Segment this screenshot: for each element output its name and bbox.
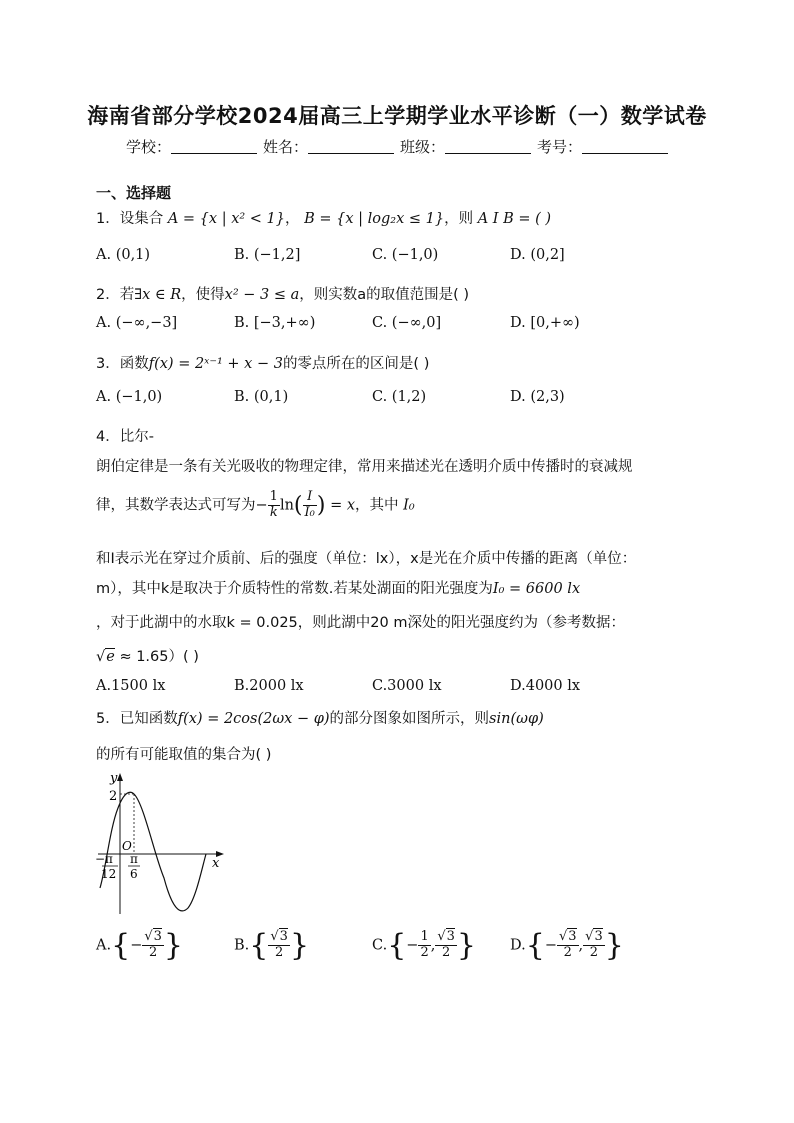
q5-function-graph xyxy=(92,768,232,918)
q5-option-a[interactable]: A.{− $\frac{√3}{2}$ } xyxy=(96,928,184,963)
q3-function: f(x) = 2ˣ⁻¹ + x − 3 xyxy=(148,356,283,372)
question-5-line-1: 5．已知函数f(x) = 2cos(2ωx − φ)的部分图象如图所示，则sin(ωφ) xyxy=(96,711,544,727)
question-4-line-4: 和I表示光在穿过介质前、后的强度（单位：lx），x是光在介质中传播的距离（单位： xyxy=(96,551,637,567)
q4-option-a[interactable]: A.1500 lx xyxy=(96,678,166,694)
q5-function: f(x) = 2cos(2ωx − φ) xyxy=(177,711,330,727)
y-axis-label: y xyxy=(110,771,118,786)
x-tick-right-den: 6 xyxy=(130,867,138,881)
q2-option-c[interactable]: C. (−∞,0] xyxy=(372,315,442,331)
x-tick-left-sign: − xyxy=(95,852,106,866)
q4-option-c[interactable]: C.3000 lx xyxy=(372,678,442,694)
q1-option-b[interactable]: B. (−1,2] xyxy=(234,247,301,263)
x-axis-label: x xyxy=(212,856,220,871)
school-label: 学校： xyxy=(125,138,171,156)
set-b: B = {x | log₂x ≤ 1} xyxy=(304,211,445,227)
question-4-line-3: 律，其数学表达式可写为− $\frac{1}{k}$ ln( $\frac{I}{\text{I₀}}$ ) = x，其中 I₀ xyxy=(96,489,415,520)
q1-option-a[interactable]: A. (0,1) xyxy=(96,247,151,263)
question-1: 1．设集合 A = {x | x² < 1}， B = {x | log₂x ≤ 1}，则 A I B = ( ) xyxy=(96,211,552,227)
q4-option-d[interactable]: D.4000 lx xyxy=(510,678,581,694)
x-tick-left-num: π xyxy=(105,852,113,866)
exam-number-label: 考号： xyxy=(537,138,583,156)
cosine-curve xyxy=(100,792,206,911)
name-label: 姓名： xyxy=(262,138,308,156)
origin-label: O xyxy=(122,839,132,853)
set-a: A = {x | x² < 1} xyxy=(167,211,285,227)
x-tick-left-den: 12 xyxy=(101,867,117,881)
question-3: 3．函数f(x) = 2ˣ⁻¹ + x − 3的零点所在的区间是( ) xyxy=(96,356,430,372)
q3-option-a[interactable]: A. (−1,0) xyxy=(96,389,163,405)
x-tick-right-num: π xyxy=(130,852,138,866)
question-2: 2．若∃x ∈ R，使得x² − 3 ≤ a，则实数a的取值范围是( ) xyxy=(96,287,470,303)
class-label: 班级： xyxy=(400,138,446,156)
question-4-line-1: 4．比尔- xyxy=(96,429,154,445)
q3-option-c[interactable]: C. (1,2) xyxy=(372,389,427,405)
question-4-line-2: 朗伯定律是一条有关光吸收的物理定律，常用来描述光在透明介质中传播时的衰减规 xyxy=(96,459,633,475)
name-blank[interactable] xyxy=(308,139,394,154)
fraction-1-over-k: $\frac{1}{k}$ xyxy=(269,489,278,520)
question-4-line-6: ，对于此湖中的水取k = 0.025，则此湖中20 m深处的阳光强度约为（参考数据： xyxy=(96,615,625,631)
q1-option-c[interactable]: C. (−1,0) xyxy=(372,247,439,263)
q1-expression: A I B = ( ) xyxy=(477,211,552,227)
q5-option-c[interactable]: C.{− $\frac{1}{2}$ , $\frac{√3}{2}$ } xyxy=(372,928,476,963)
class-blank[interactable] xyxy=(445,139,531,154)
exam-number-blank[interactable] xyxy=(582,139,668,154)
section-heading: 一、选择题 xyxy=(96,184,172,202)
question-4-line-7: √e ≈ 1.65）( ) xyxy=(96,649,199,665)
y-axis-arrow-icon xyxy=(117,773,123,781)
school-blank[interactable] xyxy=(171,139,257,154)
q4-option-b[interactable]: B.2000 lx xyxy=(234,678,304,694)
q2-option-b[interactable]: B. [−3,+∞) xyxy=(234,315,316,331)
question-4-line-5: m），其中k是取决于介质特性的常数.若某处湖面的阳光强度为I₀ = 6600 lx xyxy=(96,581,581,597)
question-5-line-2: 的所有可能取值的集合为( ) xyxy=(96,747,272,763)
fraction-i-over-i0: $\frac{I}{\text{I₀}}$ xyxy=(304,489,315,520)
exam-title: 海南省部分学校2024届高三上学期学业水平诊断（一）数学试卷 xyxy=(87,104,707,128)
q3-option-b[interactable]: B. (0,1) xyxy=(234,389,289,405)
q1-option-d[interactable]: D. (0,2] xyxy=(510,247,565,263)
q5-option-d[interactable]: D.{− $\frac{√3}{2}$ , $\frac{√3}{2}$ } xyxy=(510,928,624,963)
q2-option-a[interactable]: A. (−∞,−3] xyxy=(96,315,178,331)
q3-option-d[interactable]: D. (2,3) xyxy=(510,389,565,405)
y-tick-2: 2 xyxy=(109,789,118,804)
student-info-line xyxy=(0,136,794,157)
q2-option-d[interactable]: D. [0,+∞) xyxy=(510,315,580,331)
q5-option-b[interactable]: B.{ $\frac{√3}{2}$ } xyxy=(234,928,310,963)
